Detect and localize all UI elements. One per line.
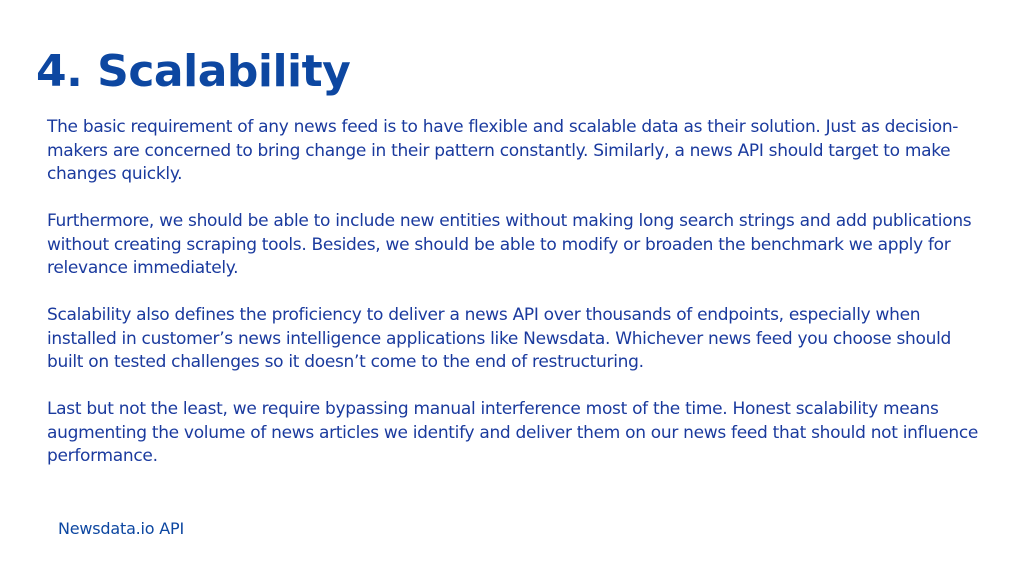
footer-label: Newsdata.io API: [58, 519, 184, 538]
paragraph-proficiency: Scalability also defines the proficiency to deliver a news API over thousands of endpoints, especially when installed in customer’s news intelligence applications like Newsdata. Whichever news feed you choose should built on tested challenges so it doesn’t come to the end of restructuring.: [47, 305, 951, 372]
paragraph-entities: Furthermore, we should be able to include new entities without making long search strings and add publications without creating scraping tools. Besides, we should be able to modify or broaden the benchmark we apply for relevance immediately.: [47, 211, 972, 278]
paragraph-automation: Last but not the least, we require bypassing manual interference most of the time. Honest scalability means augmenting the volume of news articles we identify and deliver them on our news feed that should not influence performance.: [47, 399, 979, 466]
slide-title: 4. Scalability: [36, 46, 351, 97]
slide-body: [47, 116, 987, 492]
paragraph-flexibility: The basic requirement of any news feed is to have flexible and scalable data as their solution. Just as decision-makers are concerned to bring change in their pattern constantly. Similarly, a news API should target to make changes quickly.: [47, 117, 959, 184]
